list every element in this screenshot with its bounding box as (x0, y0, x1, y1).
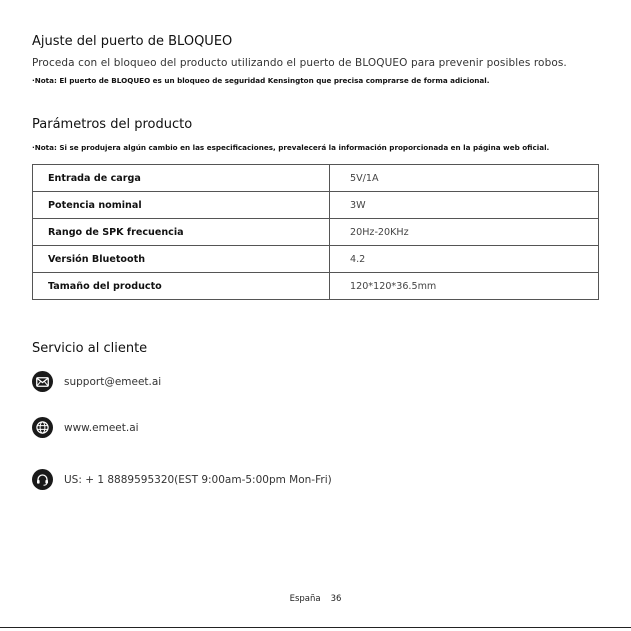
table-row (33, 219, 599, 246)
params-section-note: ·Nota: Si se produjera algún cambio en las especificaciones, prevalecerá la información proporcionada en la página web oficial. (32, 143, 550, 152)
table-row (33, 165, 599, 192)
spec-value: 4.2 (330, 246, 599, 273)
table-row (33, 273, 599, 300)
spec-label: Tamaño del producto (33, 273, 330, 300)
spec-value: 20Hz-20KHz (330, 219, 599, 246)
table-row (33, 246, 599, 273)
service-web-row (32, 417, 139, 438)
website-link[interactable]: www.emeet.ai (64, 421, 139, 434)
page-footer (0, 594, 631, 604)
spec-value: 5V/1A (330, 165, 599, 192)
headset-icon (32, 469, 53, 490)
spec-label: Entrada de carga (33, 165, 330, 192)
support-email-link[interactable]: support@emeet.ai (64, 375, 162, 388)
bottom-divider (0, 627, 631, 628)
spec-label: Rango de SPK frecuencia (33, 219, 330, 246)
spec-value: 3W (330, 192, 599, 219)
page-number: 36 (330, 594, 342, 604)
footer-region: España (289, 594, 321, 604)
lock-section-body: Proceda con el bloqueo del producto utilizando el puerto de BLOQUEO para prevenir posibles robos. (32, 57, 567, 69)
envelope-icon (32, 371, 53, 392)
service-email-row (32, 371, 161, 392)
globe-icon (32, 417, 53, 438)
service-section-title: Servicio al cliente (32, 341, 148, 356)
spec-label: Versión Bluetooth (33, 246, 330, 273)
lock-section-note: ·Nota: El puerto de BLOQUEO es un bloqueo de seguridad Kensington que precisa comprarse de forma adicional. (32, 76, 490, 85)
spec-value: 120*120*36.5mm (330, 273, 599, 300)
service-phone-row (32, 469, 332, 490)
spec-label: Potencia nominal (33, 192, 330, 219)
specs-table (32, 164, 599, 300)
support-phone-text: US: + 1 8889595320(EST 9:00am-5:00pm Mon-Fri) (64, 473, 332, 486)
lock-section-title: Ajuste del puerto de BLOQUEO (32, 34, 233, 49)
params-section-title: Parámetros del producto (32, 117, 193, 132)
table-row (33, 192, 599, 219)
